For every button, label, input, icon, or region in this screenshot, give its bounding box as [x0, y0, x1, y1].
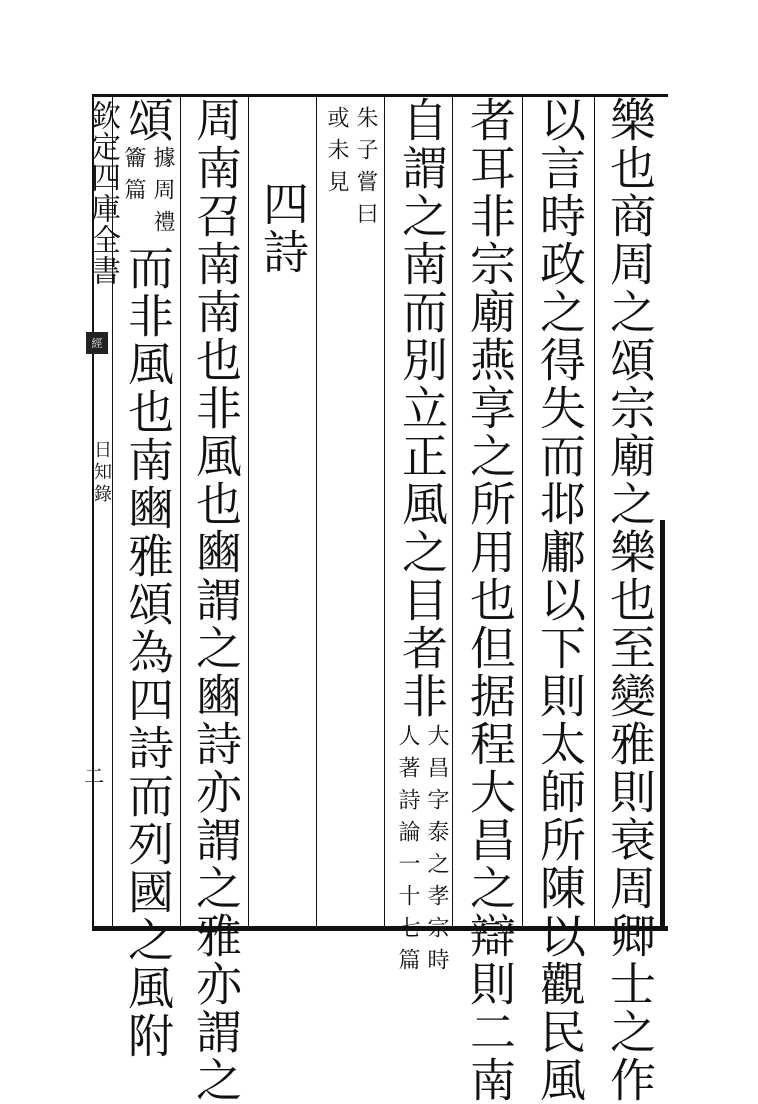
- note-right: 大昌字泰之孝宗時: [424, 724, 449, 980]
- text-column-1: [600, 96, 660, 1104]
- note-left: 人著詩論一十七篇: [395, 724, 420, 980]
- text-column-7: [186, 96, 246, 1104]
- column-text: 周南召南南也非風也豳謂之豳詩亦謂之雅亦謂之: [189, 96, 243, 1104]
- book-title: 欽定四庫全書: [85, 100, 120, 286]
- note-right: 朱子嘗曰: [353, 106, 378, 234]
- column-text: 樂也商周之頌宗廟之樂也至變雅則衰周卿士之作: [603, 96, 657, 1104]
- note-left: 籥篇: [121, 146, 146, 210]
- column-text-continued: 而非風也南豳雅頌為四詩而列國之風附: [121, 244, 175, 1060]
- text-column-6: [254, 96, 312, 926]
- col-sep: [452, 96, 453, 926]
- text-column-3: [460, 96, 520, 1104]
- book-subtitle: 日知錄: [91, 440, 112, 506]
- page-number: 二: [84, 764, 104, 788]
- col-sep: [384, 96, 385, 926]
- inline-note: [325, 106, 377, 234]
- inline-note: [122, 146, 174, 242]
- col-sep: [316, 96, 317, 926]
- text-column-5: [322, 96, 380, 926]
- text-column-8: [118, 96, 178, 1060]
- note-right: 據周禮: [150, 146, 175, 242]
- text-column-4: [392, 96, 452, 980]
- inline-note: [396, 724, 448, 980]
- col-sep: [180, 96, 181, 926]
- column-text: 者耳非宗廟燕享之所用也但据程大昌之辯則二南: [463, 96, 517, 1104]
- column-text: 自謂之南而別立正風之目者非: [395, 96, 449, 720]
- col-sep: [522, 96, 523, 926]
- column-text: 頌: [121, 96, 175, 144]
- volume-tag: 經: [86, 332, 108, 354]
- col-sep: [594, 96, 595, 926]
- note-left: 或未見: [324, 106, 349, 202]
- col-sep: [248, 96, 249, 926]
- column-text: 以言時政之得失而邶鄘以下則太師所陳以觀民風: [533, 96, 587, 1104]
- right-border: [660, 520, 665, 930]
- text-column-2: [530, 96, 590, 1104]
- section-heading: 四詩: [256, 180, 310, 276]
